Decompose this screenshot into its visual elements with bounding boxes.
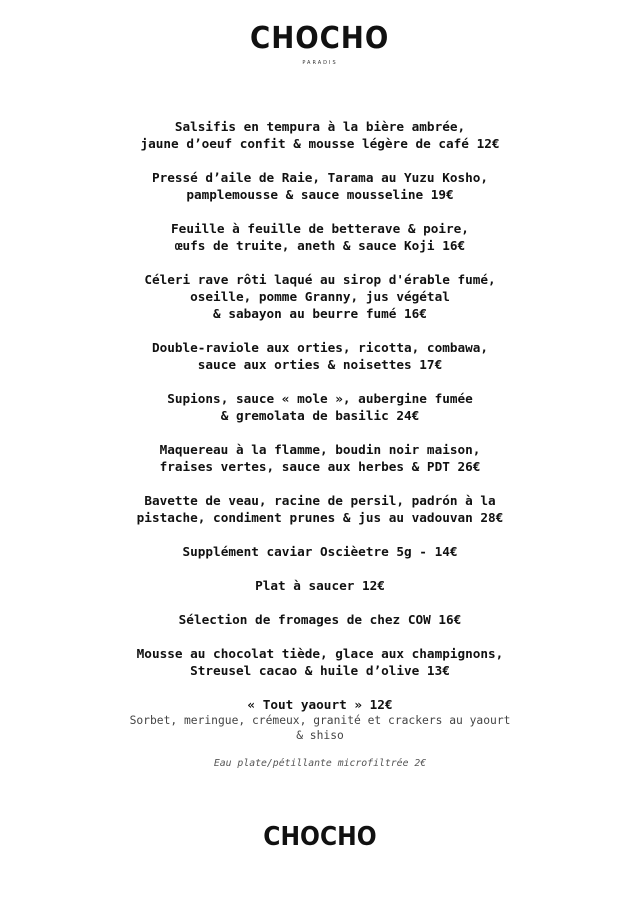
menu-item: Feuille à feuille de betterave & poire, œufs de truite, aneth & sauce Koji 16€ <box>171 221 469 253</box>
menu-list <box>70 118 570 770</box>
footer <box>0 822 640 852</box>
menu-item: Supplément caviar Oscièetre 5g - 14€ <box>182 544 458 559</box>
menu-item: Double-raviole aux orties, ricotta, combawa, sauce aux orties & noisettes 17€ <box>151 340 489 372</box>
menu-item: Salsifis en tempura à la bière ambrée, jaune d’oeuf confit & mousse légère de café 12€ <box>140 119 500 151</box>
dessert-title: « Tout yaourt » 12€ <box>247 697 393 712</box>
menu-item: Maquereau à la flamme, boudin noir maison, fraises vertes, sauce aux herbes & PDT 26€ <box>159 442 481 474</box>
menu-item: Mousse au chocolat tiède, glace aux champignons, Streusel cacao & huile d’olive 13€ <box>136 646 504 678</box>
dessert-description: Sorbet, meringue, crémeux, granité et crackers au yaourt & shiso <box>129 714 511 742</box>
footer-logo: CHOCHO <box>263 822 377 852</box>
menu-item: Sélection de fromages de chez COW 16€ <box>178 612 462 627</box>
menu-item: Pressé d’aile de Raie, Tarama au Yuzu Kosho, pamplemousse & sauce mousseline 19€ <box>151 170 489 202</box>
menu-item: Céleri rave rôti laqué au sirop d'érable fumé, oseille, pomme Granny, jus végétal & sabayon au beurre fumé 16€ <box>144 272 496 321</box>
menu-item: Supions, sauce « mole », aubergine fumée & gremolata de basilic 24€ <box>167 391 473 423</box>
header <box>0 22 640 66</box>
menu-item: Plat à saucer 12€ <box>255 578 385 593</box>
water-note: Eau plate/pétillante microfiltrée 2€ <box>213 758 427 769</box>
menu-item: Bavette de veau, racine de persil, padrón à la pistache, condiment prunes & jus au vadouvan 28€ <box>136 493 504 525</box>
brand-logo: CHOCHO <box>250 21 390 56</box>
logo-subtitle: PARADIS <box>302 60 338 66</box>
